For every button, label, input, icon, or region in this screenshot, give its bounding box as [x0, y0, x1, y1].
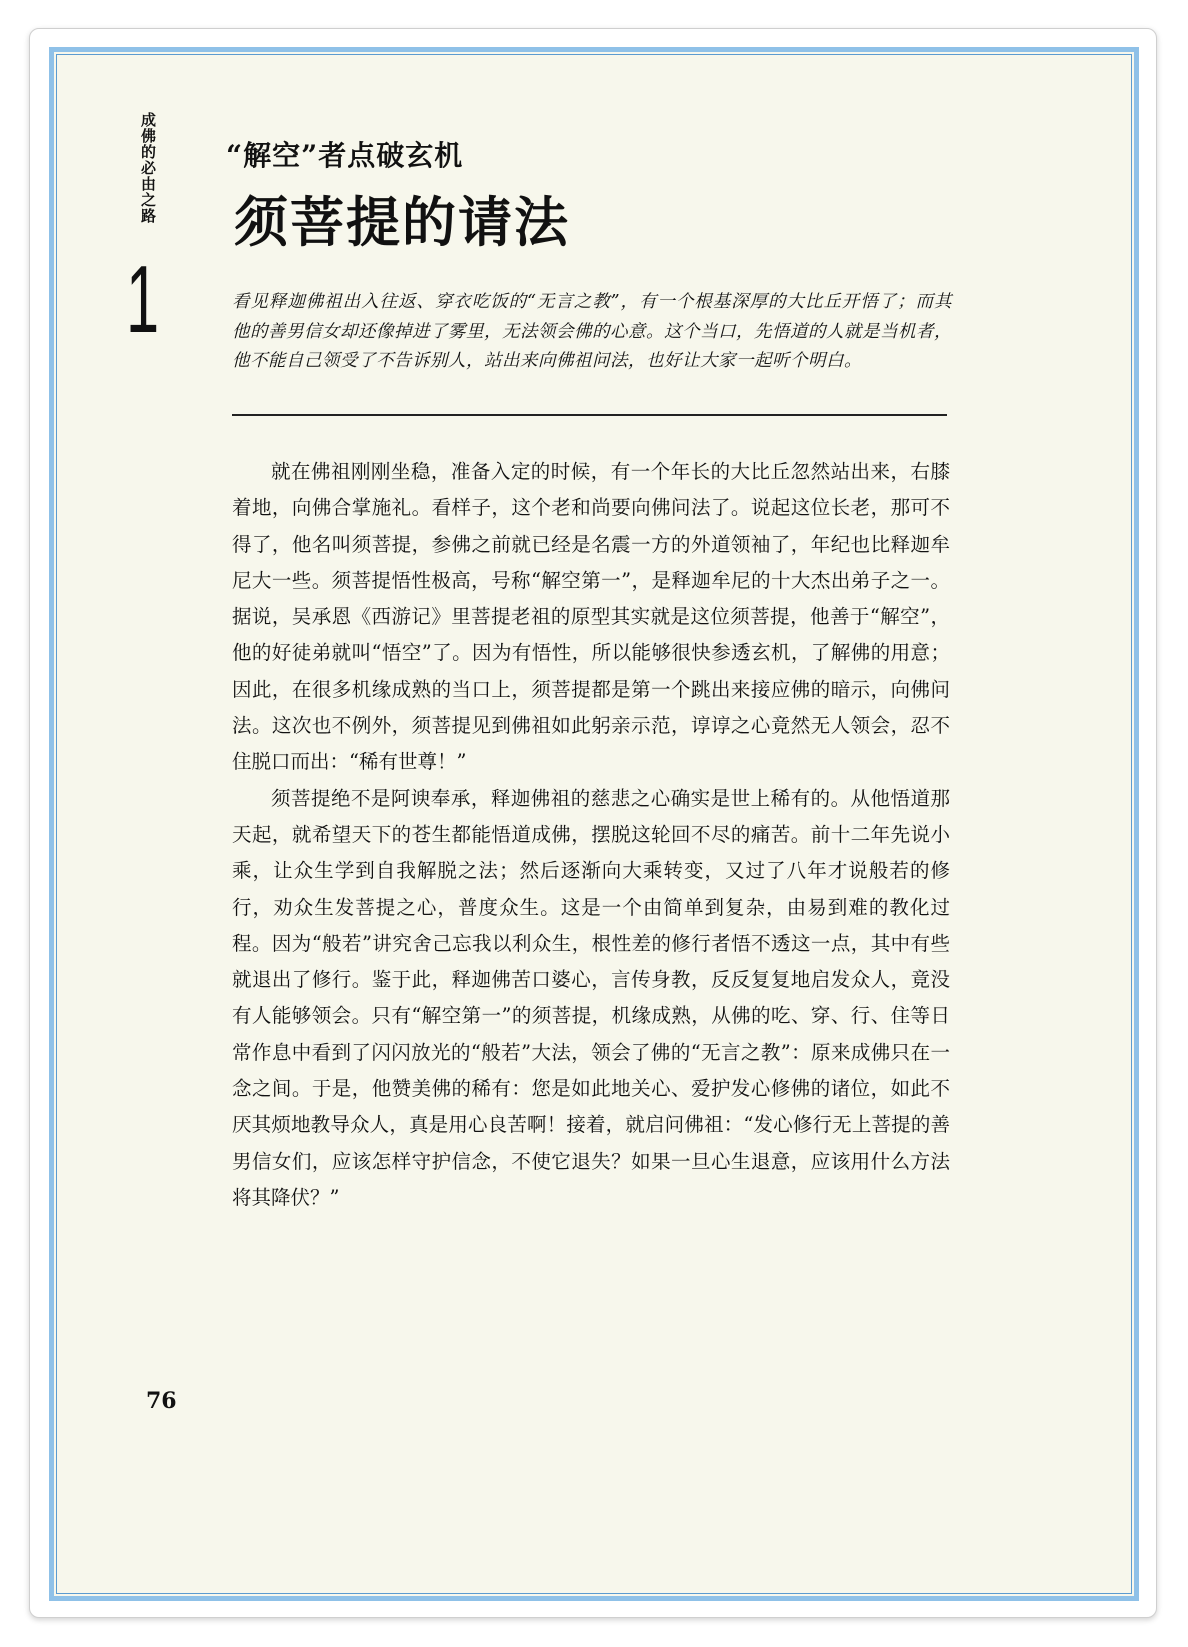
body-paragraph: 就在佛祖刚刚坐稳，准备入定的时候，有一个年长的大比丘忽然站出来，右膝着地，向佛合掌施礼。看样子，这个老和尚要向佛问法了。说起这位长老，那可不得了，他名叫须菩提，参佛之前就已经是名震一方的外道领袖了，年纪也比释迦牟尼大一些。须菩提悟性极高，号称“解空第一”，是释迦牟尼的十大杰出弟子之一。据说，吴承恩《西游记》里菩提老祖的原型其实就是这位须菩提，他善于“解空”，他的好徒弟就叫“悟空”了。因为有悟性，所以能够很快参透玄机，了解佛的用意；因此，在很多机缘成熟的当口上，须菩提都是第一个跳出来接应佛的暗示，向佛问法。这次也不例外，须菩提见到佛祖如此躬亲示范，谆谆之心竟然无人领会，忍不住脱口而出：“稀有世尊！”: [232, 460, 950, 774]
series-title: 成佛的必由之路: [139, 112, 157, 224]
page-title: 须菩提的请法: [234, 191, 570, 254]
page-border: [49, 47, 1139, 1601]
kicker-heading: “解空”者点破玄机: [226, 139, 464, 172]
book-page: [54, 52, 1134, 1596]
divider: [232, 414, 947, 416]
chapter-number: 1: [126, 246, 160, 353]
body-text: [232, 454, 950, 1216]
page-number: 76: [146, 1388, 177, 1414]
intro-paragraph: 看见释迦佛祖出入往返、穿衣吃饭的“无言之教”，有一个根基深厚的大比丘开悟了；而其他的善男信女却还像掉进了雾里，无法领会佛的心意。这个当口，先悟道的人就是当机者，他不能自己领受了不告诉别人，站出来向佛祖问法，也好让大家一起听个明白。: [232, 292, 952, 371]
body-paragraph: 须菩提绝不是阿谀奉承，释迦佛祖的慈悲之心确实是世上稀有的。从他悟道那天起，就希望天下的苍生都能悟道成佛，摆脱这轮回不尽的痛苦。前十二年先说小乘，让众生学到自我解脱之法；然后逐渐向大乘转变，又过了八年才说般若的修行，劝众生发菩提之心，普度众生。这是一个由简单到复杂，由易到难的教化过程。因为“般若”讲究舍己忘我以利众生，根性差的修行者悟不透这一点，其中有些就退出了修行。鉴于此，释迦佛苦口婆心，言传身教，反反复复地启发众人，竟没有人能够领会。只有“解空第一”的须菩提，机缘成熟，从佛的吃、穿、行、住等日常作息中看到了闪闪放光的“般若”大法，领会了佛的“无言之教”：原来成佛只在一念之间。于是，他赞美佛的稀有：您是如此地关心、爱护发心修佛的诸位，如此不厌其烦地教导众人，真是用心良苦啊！接着，就启问佛祖：“发心修行无上菩提的善男信女们，应该怎样守护信念，不使它退失？如果一旦心生退意，应该用什么方法将其降伏？”: [232, 786, 950, 1209]
